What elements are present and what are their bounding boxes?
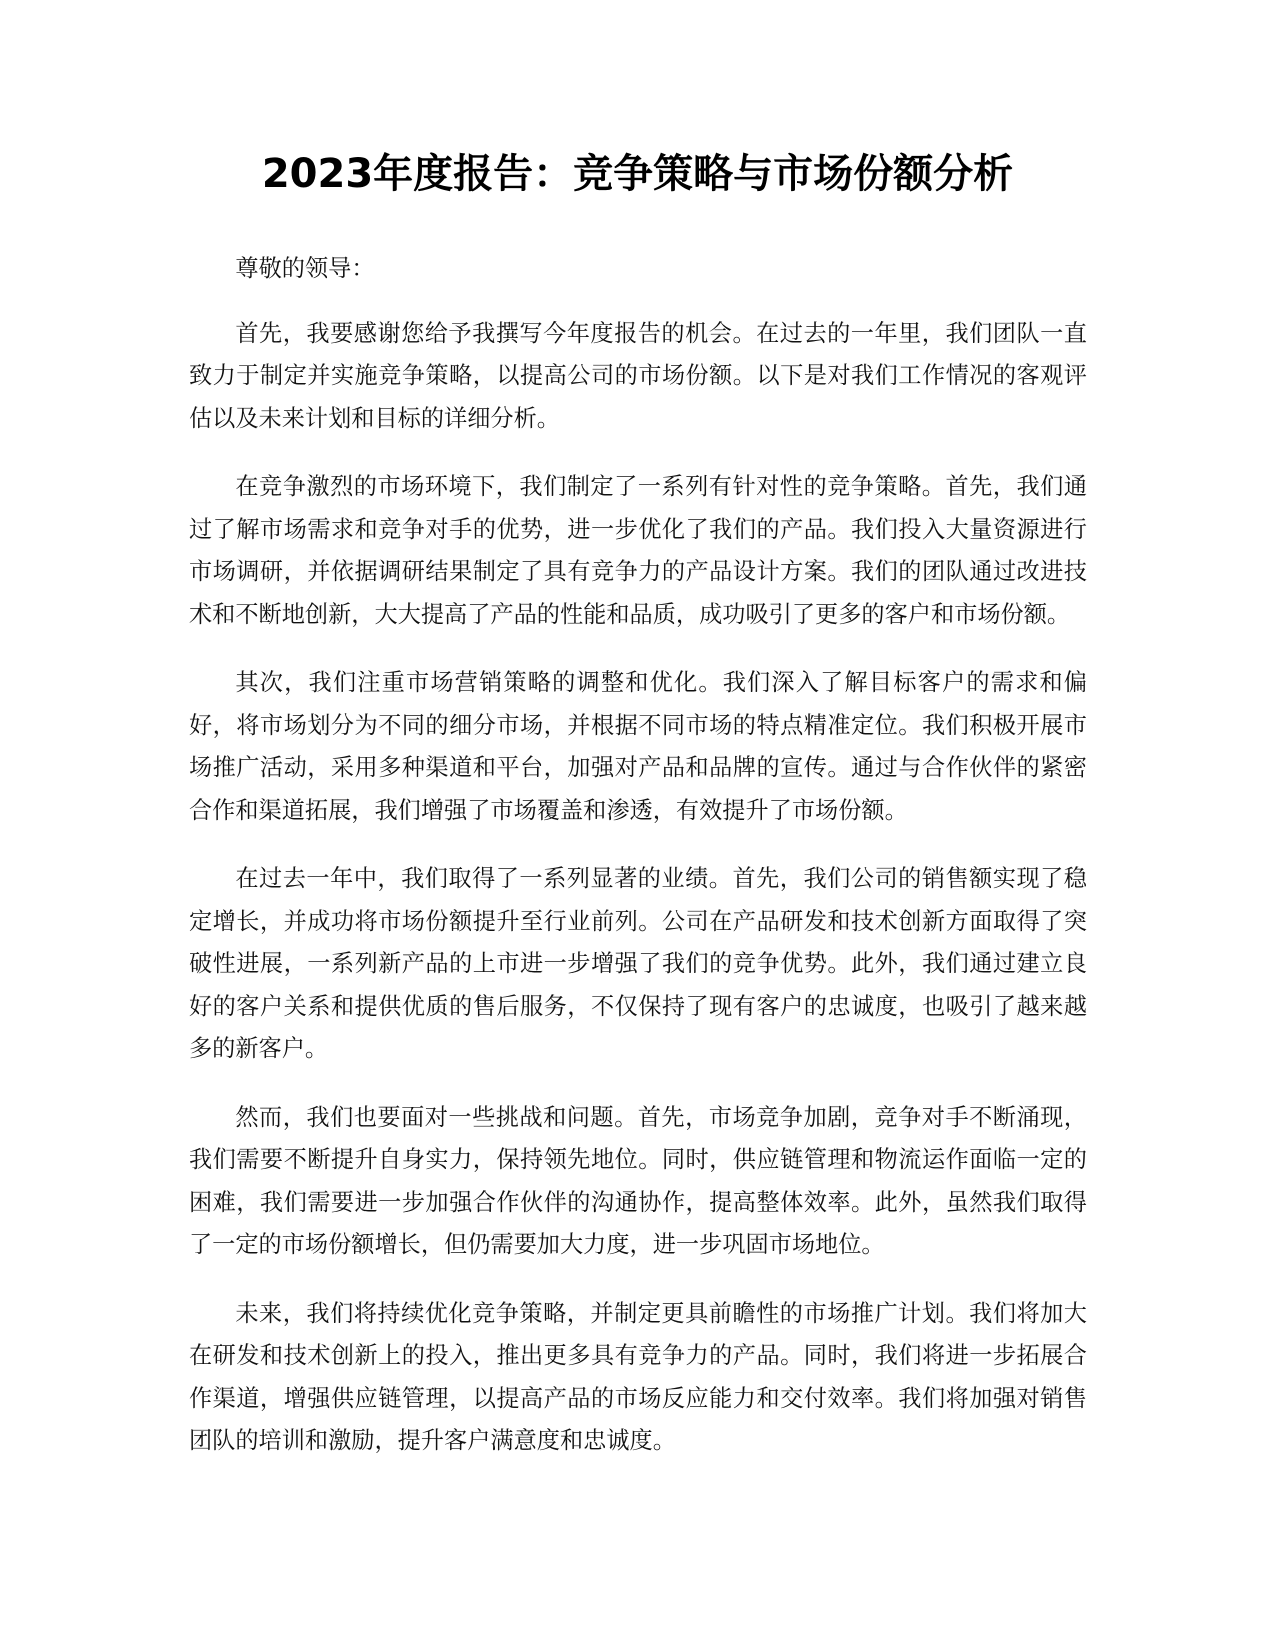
challenges-paragraph: 然而，我们也要面对一些挑战和问题。首先，市场竞争加剧，竞争对手不断涌现，我们需要不断提升自身实力，保持领先地位。同时，供应链管理和物流运作面临一定的困难，我们需要进一步加强合作伙伴的沟通协作，提高整体效率。此外，虽然我们取得了一定的市场份额增长，但仍需要加大力度，进一步巩固市场地位。 [189,1103,1087,1258]
salutation-paragraph: 尊敬的领导： [235,255,375,282]
strategy-paragraph: 在竞争激烈的市场环境下，我们制定了一系列有针对性的竞争策略。首先，我们通过了解市场需求和竞争对手的优势，进一步优化了我们的产品。我们投入大量资源进行市场调研，并依据调研结果制定了具有竞争力的产品设计方案。我们的团队通过改进技术和不断地创新，大大提高了产品的性能和品质，成功吸引了更多的客户和市场份额。 [189,473,1087,628]
future-plan-paragraph: 未来，我们将持续优化竞争策略，并制定更具前瞻性的市场推广计划。我们将加大在研发和技术创新上的投入，推出更多具有竞争力的产品。同时，我们将进一步拓展合作渠道，增强供应链管理，以提高产品的市场反应能力和交付效率。我们将加强对销售团队的培训和激励，提升客户满意度和忠诚度。 [189,1299,1087,1454]
results-paragraph: 在过去一年中，我们取得了一系列显著的业绩。首先，我们公司的销售额实现了稳定增长，并成功将市场份额提升至行业前列。公司在产品研发和技术创新方面取得了突破性进展，一系列新产品的上市进一步增强了我们的竞争优势。此外，我们通过建立良好的客户关系和提供优质的售后服务，不仅保持了现有客户的忠诚度，也吸引了越来越多的新客户。 [189,865,1087,1062]
marketing-paragraph: 其次，我们注重市场营销策略的调整和优化。我们深入了解目标客户的需求和偏好，将市场划分为不同的细分市场，并根据不同市场的特点精准定位。我们积极开展市场推广活动，采用多种渠道和平台，加强对产品和品牌的宣传。通过与合作伙伴的紧密合作和渠道拓展，我们增强了市场覆盖和渗透，有效提升了市场份额。 [189,669,1087,824]
document-body [189,248,1087,1489]
intro-paragraph: 首先，我要感谢您给予我撰写今年度报告的机会。在过去的一年里，我们团队一直致力于制定并实施竞争策略，以提高公司的市场份额。以下是对我们工作情况的客观评估以及未来计划和目标的详细分析。 [189,319,1087,432]
document-title: 2023年度报告：竞争策略与市场份额分析 [261,151,1014,197]
